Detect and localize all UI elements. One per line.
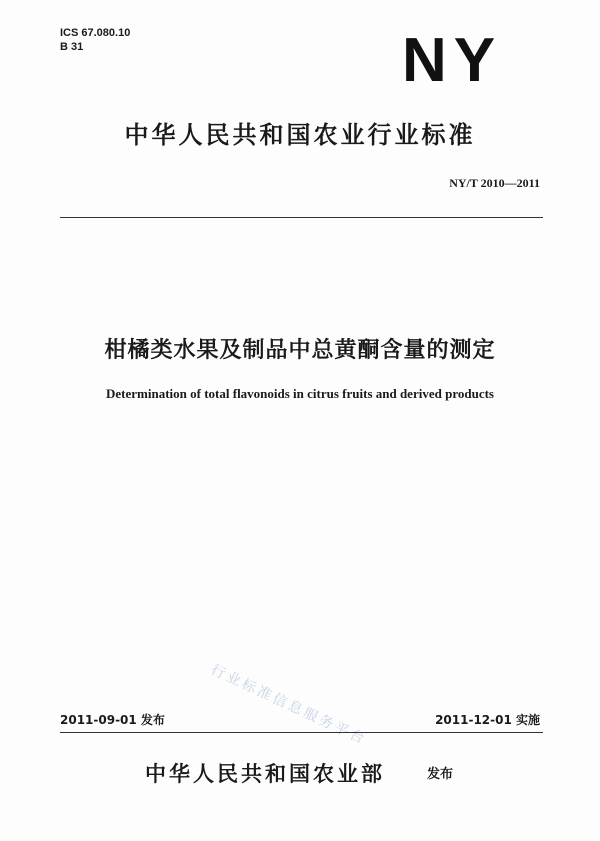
watermark: 行业标准信息服务平台 (208, 662, 370, 749)
implementation-date: 2011-12-01 实施 (435, 713, 540, 727)
standard-logo: NY (402, 26, 503, 95)
standard-number: NY/T 2010—2011 (449, 176, 540, 190)
publish-label: 发布 (427, 767, 454, 782)
standard-category-title: 中华人民共和国农业行业标准 (124, 121, 476, 149)
document-title-chinese: 柑橘类水果及制品中总黄酮含量的测定 (104, 338, 496, 363)
classification-code: B 31 (60, 41, 84, 53)
publisher-name: 中华人民共和国农业部 (145, 762, 385, 786)
document-title-english: Determination of total flavonoids in citrus fruits and derived products (106, 386, 494, 401)
ics-code: ICS 67.080.10 (60, 27, 131, 39)
top-divider (60, 217, 543, 218)
issue-date: 2011-09-01 发布 (60, 713, 165, 727)
bottom-divider (60, 732, 543, 733)
